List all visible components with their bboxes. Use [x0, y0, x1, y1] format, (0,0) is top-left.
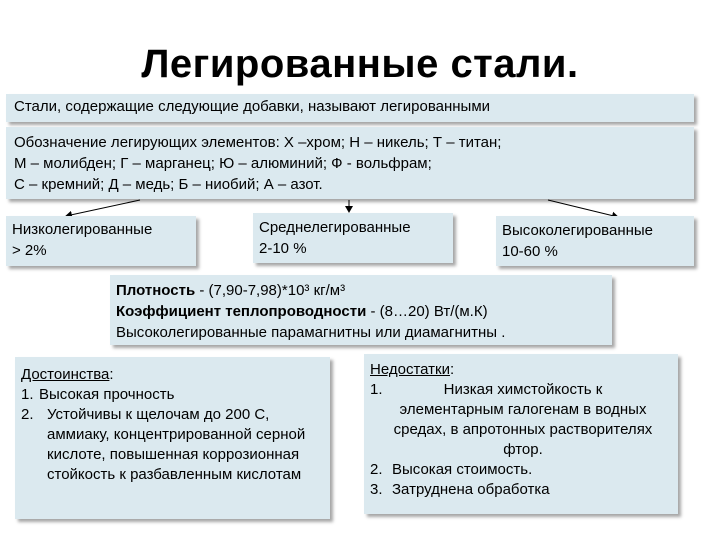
arrow-left — [66, 200, 140, 216]
page-title: Легированные стали. — [141, 42, 579, 86]
mid-alloyed-box — [253, 213, 453, 263]
definition-text: Стали, содержащие следующие добавки, называют легированными — [14, 98, 491, 115]
definition-box — [6, 94, 694, 122]
advantages-heading-row — [21, 365, 324, 385]
low-alloyed-box — [6, 216, 196, 266]
advantages-item-2-num: 2. — [21, 406, 34, 423]
mid-alloyed-range: 2-10 % — [259, 240, 307, 257]
high-alloyed-name: Высоколегированные — [502, 222, 654, 239]
elements-line-3: С – кремний; Д – медь; Б – ниобий; А – азот. — [14, 176, 323, 193]
disadvantages-item-3-text: Затруднена обработка — [392, 481, 550, 498]
properties-box — [110, 275, 612, 345]
disadvantages-item-3 — [370, 480, 672, 500]
conductivity-value: - (8…20) Вт/(м.К) — [366, 303, 488, 320]
disadvantages-heading-row — [370, 360, 672, 380]
disadvantages-item-1-text: Низкая химстойкость к элементарным галогенам в водных средах, в апротонных растворителях фтор. — [393, 381, 653, 458]
high-alloyed-range: 10-60 % — [502, 243, 558, 260]
low-alloyed-range: > 2% — [12, 242, 47, 259]
advantages-item-1-num: 1. — [21, 386, 34, 403]
density-value: - (7,90-7,98)*10³ кг/м³ — [195, 282, 346, 299]
alloying-elements-box — [6, 127, 694, 199]
arrow-right — [548, 200, 618, 217]
advantages-item-2 — [21, 405, 317, 485]
advantages-heading-colon: : — [109, 366, 114, 383]
advantages-item-1 — [21, 385, 324, 405]
disadvantages-heading-colon: : — [449, 361, 455, 378]
disadvantages-item-2-text: Высокая стоимость. — [392, 461, 533, 478]
disadvantages-item-2 — [370, 460, 672, 480]
disadvantages-item-3-num: 3. — [370, 481, 383, 498]
elements-line-1: Обозначение легирующих элементов: Х –хром; Н – никель; Т – титан; — [14, 134, 502, 151]
magnetic-text: Высоколегированные парамагнитны или диамагнитны . — [116, 324, 506, 341]
advantages-list — [21, 385, 324, 485]
disadvantages-heading: Недостатки — [370, 361, 450, 378]
mid-alloyed-name: Среднелегированные — [259, 219, 411, 236]
advantages-heading: Достоинства — [21, 366, 110, 383]
advantages-item-1-text: Высокая прочность — [39, 386, 175, 403]
disadvantages-item-1 — [370, 380, 654, 460]
conductivity-row — [116, 301, 606, 322]
low-alloyed-name: Низколегированные — [12, 221, 153, 238]
disadvantages-box — [364, 354, 678, 514]
conductivity-label: Коэффициент теплопроводности — [116, 303, 367, 320]
advantages-item-2-text: Устойчивы к щелочам до 200 С, аммиаку, концентрированной серной кислоте, повышенная коррозионная стойкость к разбавленным кислотам — [47, 406, 306, 483]
high-alloyed-box — [496, 216, 694, 266]
elements-line-2: М – молибден; Г – марганец; Ю – алюминий; Ф - вольфрам; — [14, 155, 432, 172]
density-label: Плотность — [116, 282, 196, 299]
advantages-box — [15, 357, 330, 519]
density-row — [116, 280, 606, 301]
disadvantages-list — [370, 380, 672, 500]
disadvantages-item-2-num: 2. — [370, 461, 383, 478]
disadvantages-item-1-num: 1. — [370, 381, 383, 398]
